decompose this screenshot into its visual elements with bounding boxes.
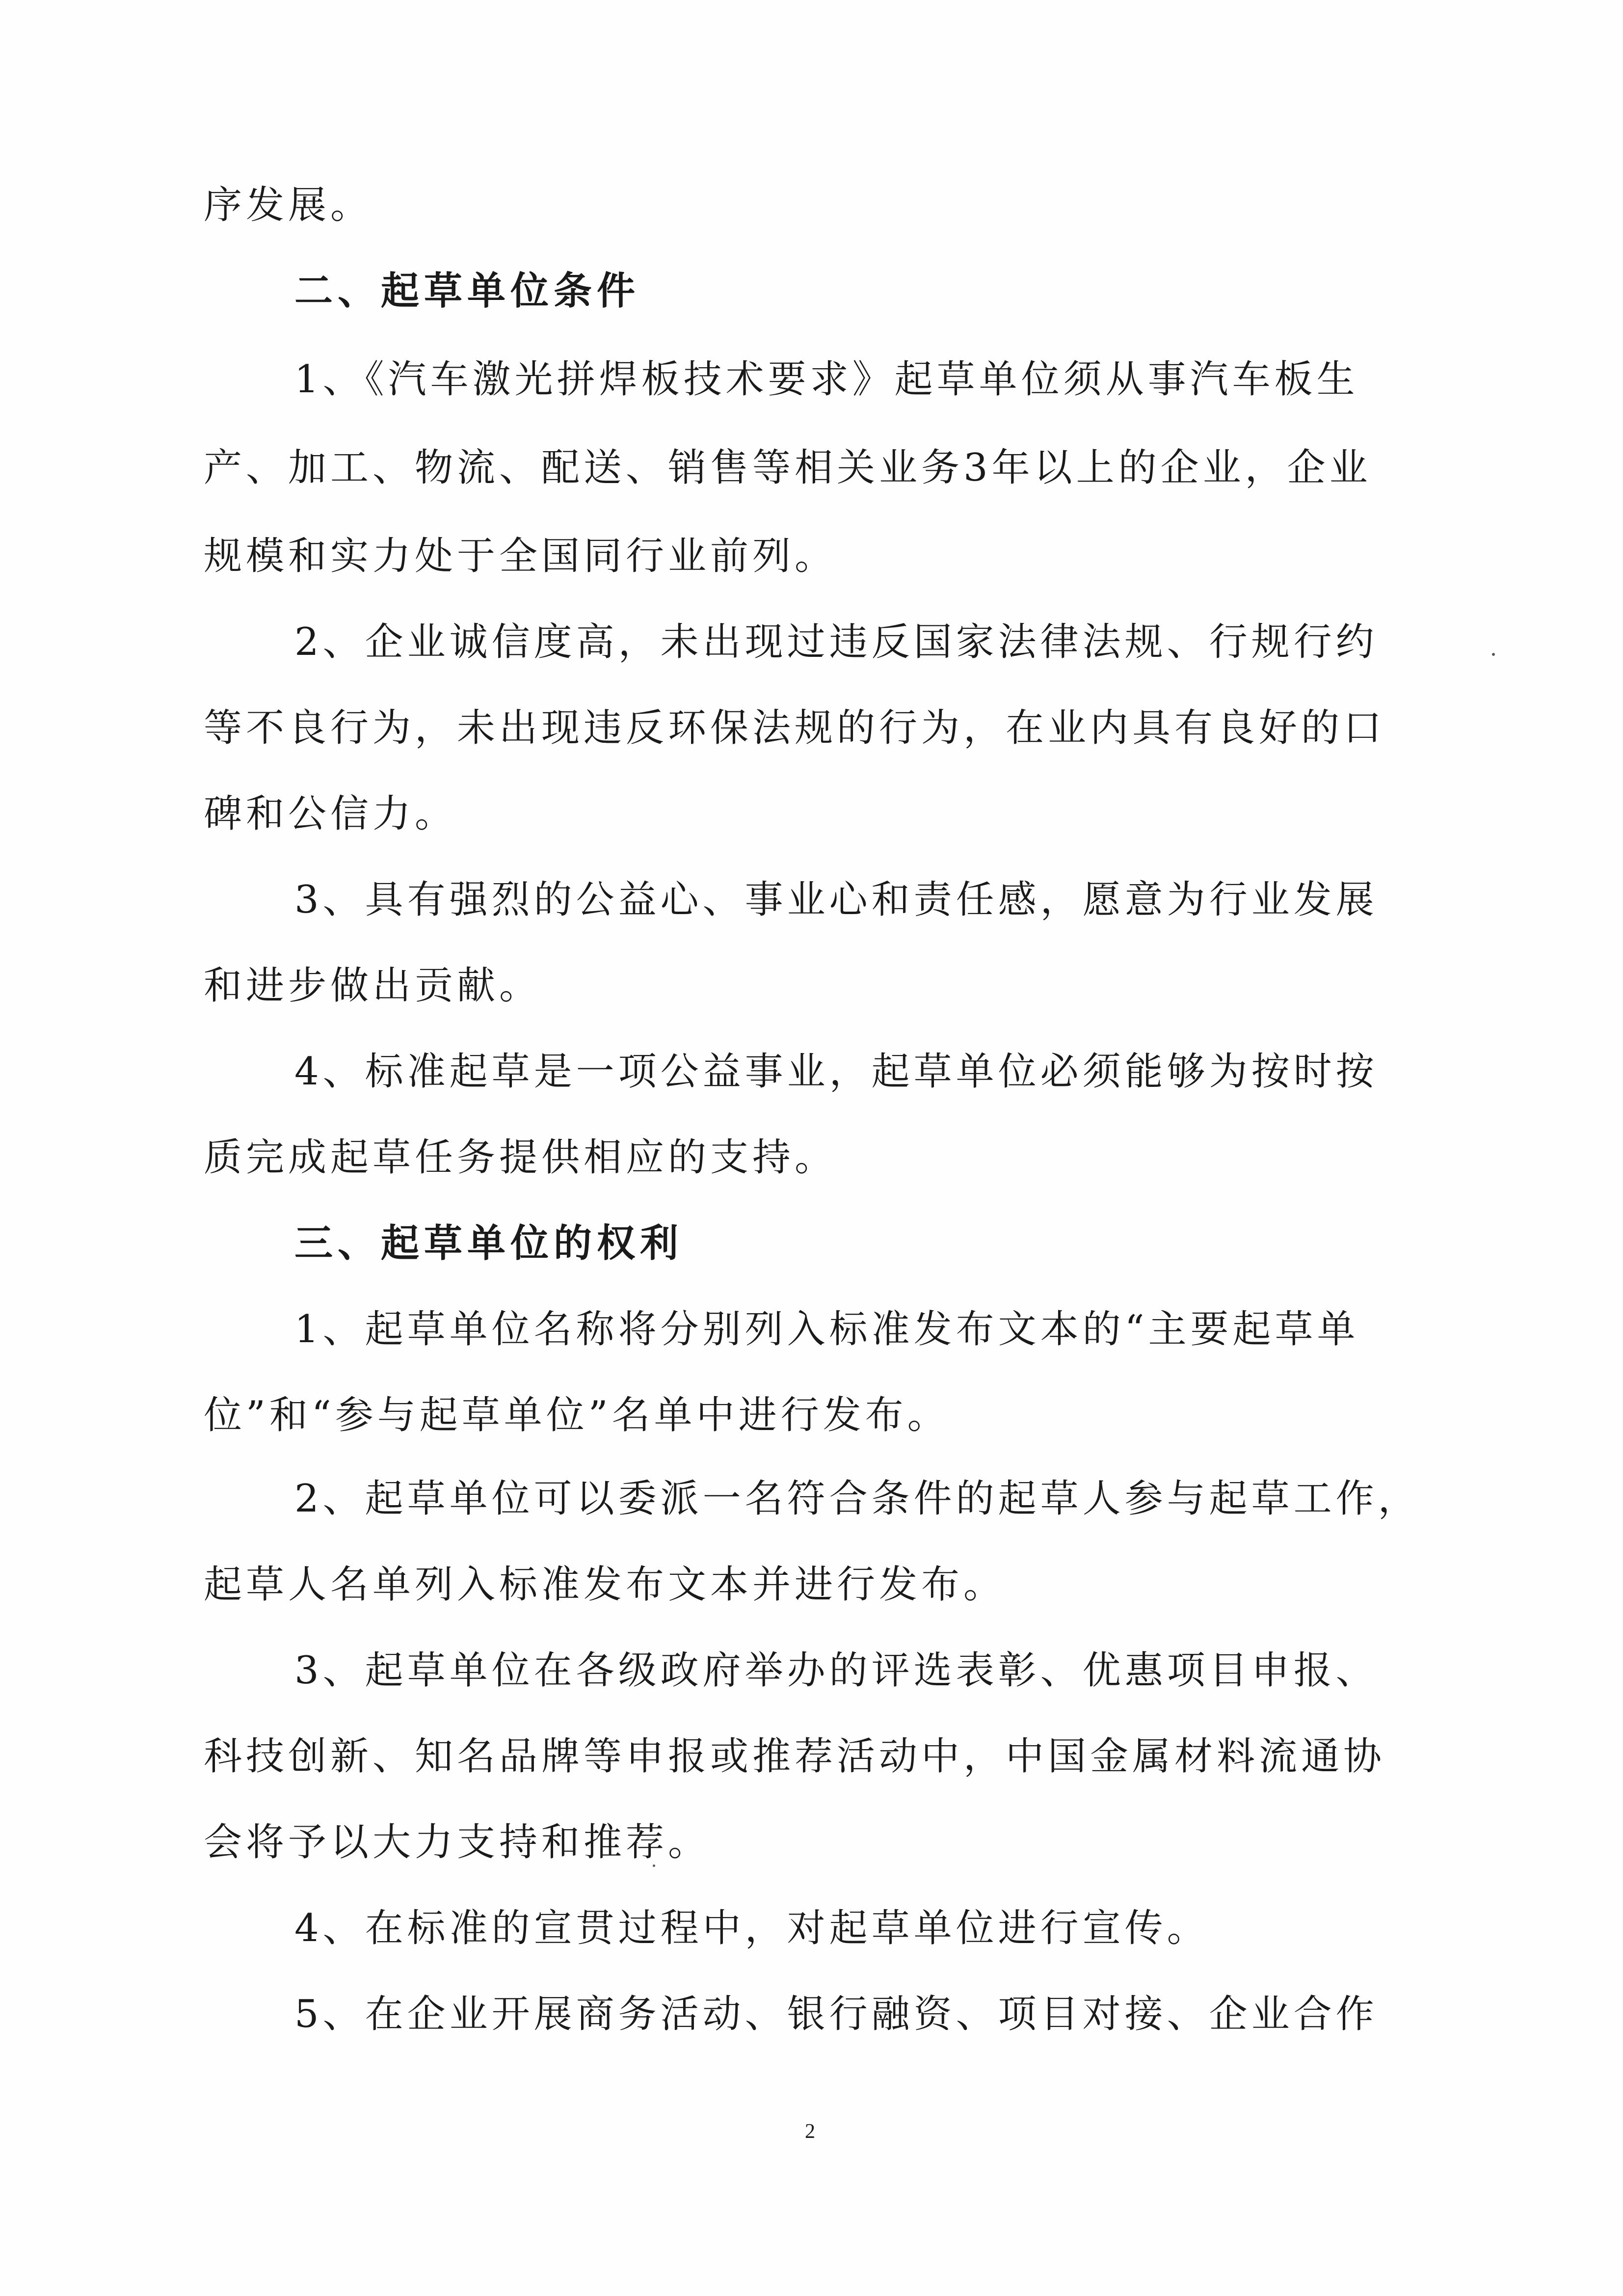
page-number: 2: [805, 2120, 815, 2143]
paragraph-line: 碑和公信力。: [204, 792, 457, 836]
paragraph-line: 1、起草单位名称将分别列入标准发布文本的“主要起草单: [294, 1307, 1359, 1351]
paragraph-line: 质完成起草任务提供相应的支持。: [204, 1135, 837, 1180]
paragraph-line: 产、加工、物流、配送、销售等相关业务3年以上的企业，企业: [204, 446, 1372, 490]
paragraph-line: 3、起草单位在各级政府举办的评选表彰、优惠项目申报、: [294, 1648, 1378, 1693]
scan-speck: [653, 1864, 655, 1867]
paragraph-line: 起草人名单列入标准发布文本并进行发布。: [204, 1563, 1006, 1607]
paragraph-line: 科技创新、知名品牌等申报或推荐活动中，中国金属材料流通协: [204, 1734, 1386, 1779]
paragraph-line: 等不良行为，未出现违反环保法规的行为，在业内具有良好的口: [204, 706, 1386, 750]
paragraph-line: 3、具有强烈的公益心、事业心和责任感，愿意为行业发展: [294, 878, 1378, 922]
scan-speck: [1492, 653, 1495, 656]
paragraph-line: 和进步做出贡献。: [204, 964, 542, 1008]
paragraph-line: 规模和实力处于全国同行业前列。: [204, 534, 837, 578]
paragraph-line: 5、在企业开展商务活动、银行融资、项目对接、企业合作: [294, 1992, 1378, 2036]
paragraph-line: 位”和“参与起草单位”名单中进行发布。: [204, 1393, 950, 1437]
section-heading: 二、起草单位条件: [294, 269, 640, 313]
paragraph-line: 4、在标准的宣贯过程中，对起草单位进行宣传。: [294, 1906, 1209, 1950]
paragraph-line: 2、起草单位可以委派一名符合条件的起草人参与起草工作，: [294, 1477, 1420, 1521]
paragraph-line: 会将予以大力支持和推荐。: [204, 1820, 711, 1864]
paragraph-line: 1、《汽车激光拼焊板技术要求》起草单位须从事汽车板生: [294, 357, 1359, 402]
paragraph-line: 序发展。: [204, 183, 373, 227]
section-heading: 三、起草单位的权利: [294, 1221, 684, 1266]
paragraph-line: 2、企业诚信度高，未出现过违反国家法律法规、行规行约: [294, 620, 1378, 664]
paragraph-line: 4、标准起草是一项公益事业，起草单位必须能够为按时按: [294, 1050, 1378, 1094]
